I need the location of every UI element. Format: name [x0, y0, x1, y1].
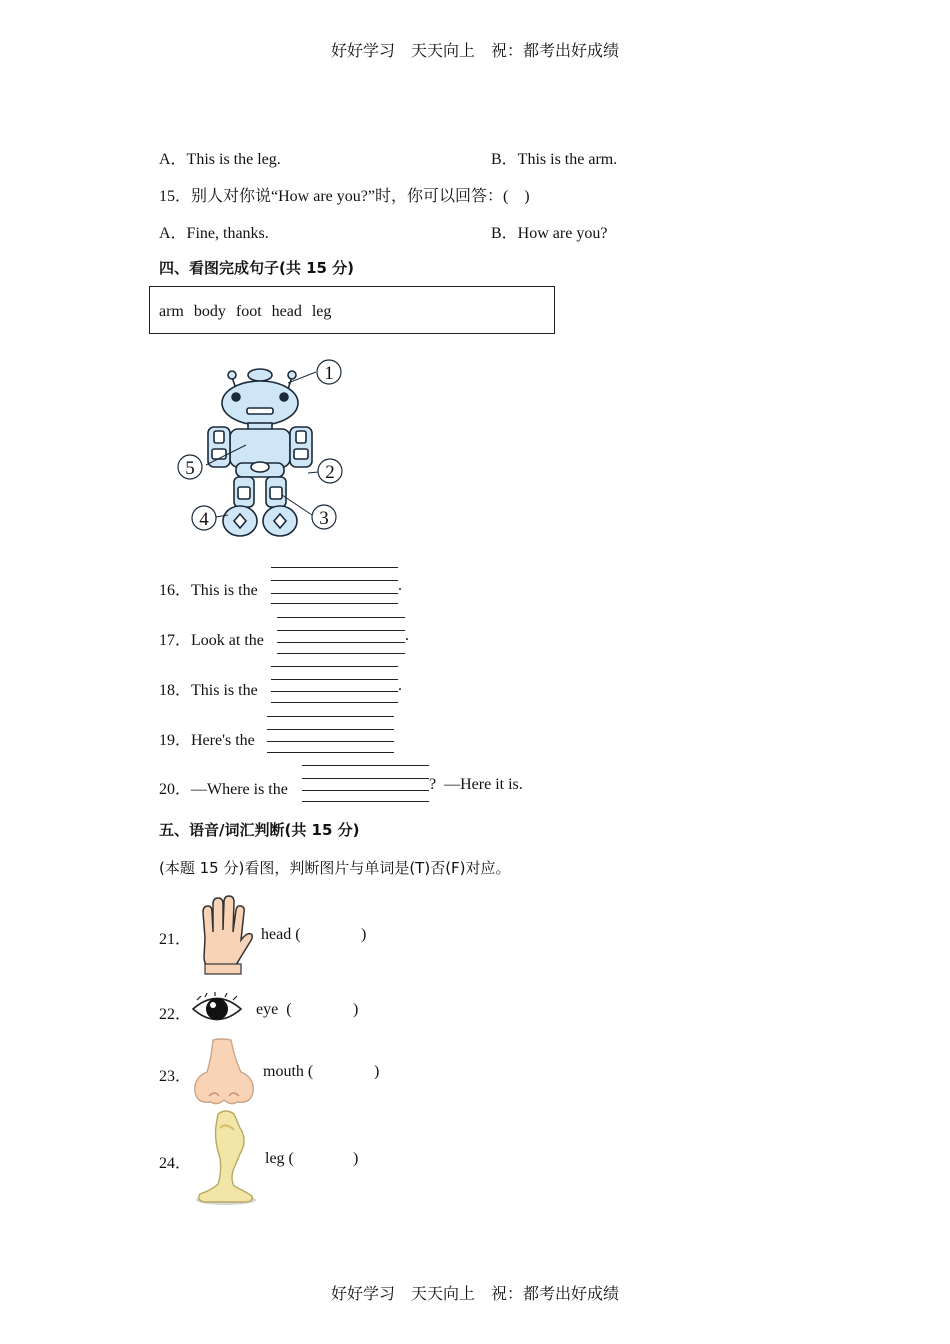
q21-number: 21．	[159, 931, 192, 948]
q15-stem: 15．别人对你说“How are you?”时，你可以回答：( )	[159, 188, 530, 205]
q18-answer-blank[interactable]	[271, 702, 398, 703]
q18-blank-line	[271, 666, 398, 667]
q20-suffix: ? —Here it is.	[429, 776, 523, 793]
section-5-title: 五、语音/词汇判断(共 15 分)	[159, 821, 360, 839]
word-bank-item: arm	[159, 303, 184, 320]
q19-answer-blank[interactable]	[267, 752, 394, 753]
word-bank-item: body	[193, 303, 226, 320]
page-footer: 好好学习 天天向上 祝：都考出好成绩	[330, 1284, 619, 1303]
q22-close-paren: )	[353, 1001, 359, 1018]
q22-word: eye (	[256, 1001, 292, 1018]
q17-suffix: .	[405, 627, 409, 644]
page-header: 好好学习 天天向上 祝：都考出好成绩	[330, 41, 619, 60]
q18-blank-line	[271, 691, 398, 692]
q19-blank-line	[267, 716, 394, 717]
q16-blank-line	[271, 593, 398, 594]
q20-blank-line	[302, 790, 429, 791]
q16-answer-blank[interactable]	[271, 603, 398, 604]
q14-option-a[interactable]: A．This is the leg.	[159, 151, 281, 168]
q23-number: 23．	[159, 1068, 192, 1085]
q22-number: 22．	[159, 1006, 192, 1023]
q20-blank-line	[302, 778, 429, 779]
leg-icon	[190, 1110, 260, 1208]
q24-number: 24．	[159, 1155, 192, 1172]
q20-blank-line	[302, 765, 429, 766]
q21-word: head (	[261, 926, 301, 943]
q23-close-paren: )	[374, 1063, 380, 1080]
robot-label-5: 5	[185, 458, 195, 479]
q24-close-paren: )	[353, 1150, 359, 1167]
q17-prefix: 17．Look at the	[159, 632, 264, 649]
word-bank	[159, 303, 337, 321]
word-bank-item: foot	[235, 303, 262, 320]
word-bank-box	[149, 286, 555, 334]
q16-suffix: .	[398, 577, 402, 594]
word-bank-item: leg	[311, 303, 332, 320]
q16-prefix: 16．This is the	[159, 582, 258, 599]
hand-icon	[191, 892, 255, 976]
q17-blank-line	[277, 630, 405, 631]
q23-word: mouth (	[263, 1063, 314, 1080]
robot-label-4: 4	[199, 509, 209, 530]
q19-prefix: 19．Here's the	[159, 732, 255, 749]
q20-answer-blank[interactable]	[302, 801, 429, 802]
eye-icon	[191, 992, 243, 1026]
robot-illustration	[170, 355, 360, 545]
robot-label-3: 3	[319, 508, 329, 529]
q21-close-paren: )	[361, 926, 367, 943]
q19-blank-line	[267, 729, 394, 730]
q14-option-b[interactable]: B．This is the arm.	[491, 151, 618, 168]
q16-blank-line	[271, 567, 398, 568]
q18-prefix: 18．This is the	[159, 682, 258, 699]
q17-answer-blank[interactable]	[277, 653, 405, 654]
robot-label-1: 1	[324, 363, 334, 384]
robot-label-2: 2	[325, 462, 335, 483]
q17-blank-line	[277, 617, 405, 618]
q24-word: leg (	[265, 1150, 294, 1167]
q18-suffix: .	[398, 677, 402, 694]
q20-prefix: 20．—Where is the	[159, 781, 288, 798]
q19-blank-line	[267, 741, 394, 742]
section-4-title: 四、看图完成句子(共 15 分)	[159, 259, 355, 277]
q17-blank-line	[277, 642, 405, 643]
q15-option-a[interactable]: A．Fine, thanks.	[159, 225, 269, 242]
word-bank-item: head	[271, 303, 302, 320]
nose-icon	[191, 1038, 257, 1106]
q15-option-b[interactable]: B．How are you?	[491, 225, 608, 242]
q16-blank-line	[271, 580, 398, 581]
q18-blank-line	[271, 679, 398, 680]
section-5-instruction: (本题 15 分)看图，判断图片与单词是(T)否(F)对应。	[159, 859, 511, 877]
